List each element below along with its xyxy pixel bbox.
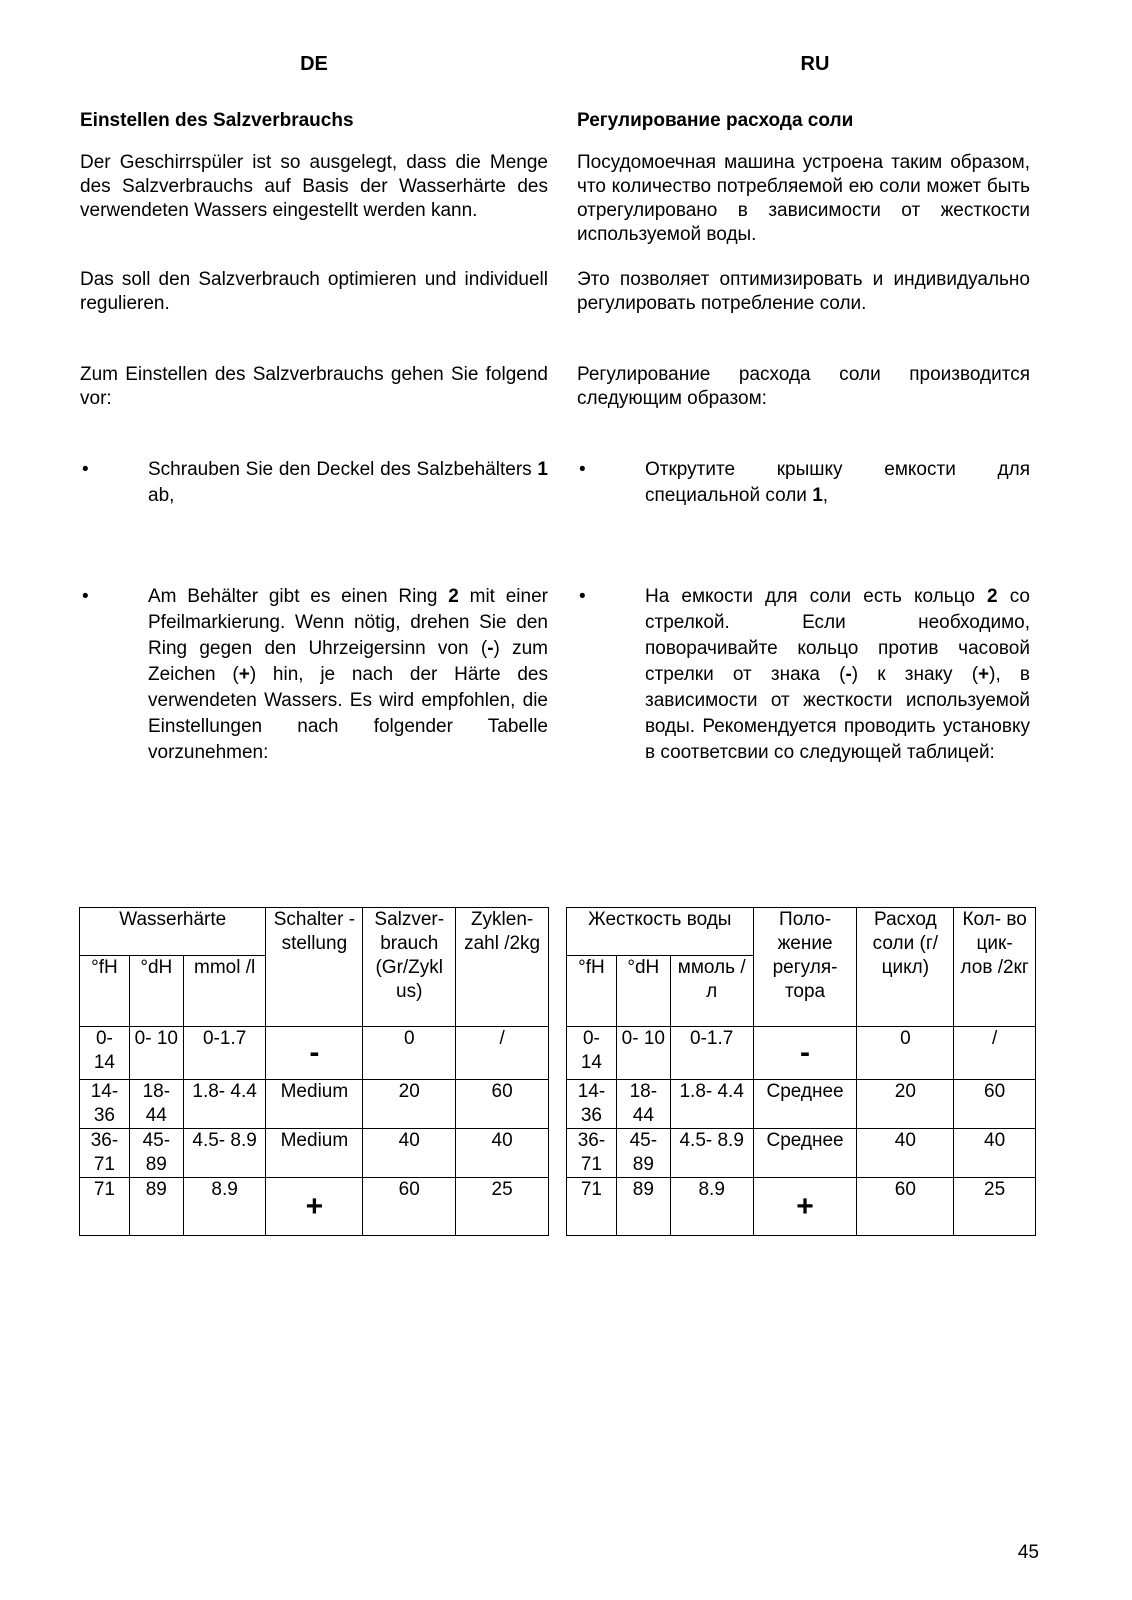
table-cell: 18- 44 [616, 1080, 670, 1129]
bullet-icon: • [82, 586, 89, 607]
header-salt-consumption: Расход соли (г/цикл) [857, 908, 954, 1027]
salt-settings-table-de [79, 907, 549, 1236]
table-cell: 45- 89 [616, 1129, 670, 1178]
paragraph-intro-ru: Посудомоечная машина устроена таким образом, что количество потребляемой ею соли может быть отрегулировано в зависимости от жесткости используемой воды. [577, 152, 1030, 245]
table-cell: 89 [129, 1178, 183, 1236]
table-cell: 0- 14 [80, 1027, 130, 1080]
header-salt-consumption: Salzver- brauch (Gr/Zykl us) [363, 908, 456, 1027]
plus-sign: + [266, 1178, 363, 1236]
table-cell: 18- 44 [129, 1080, 183, 1129]
table-row [80, 1080, 549, 1129]
section-heading-ru: Регулирование расхода соли [577, 110, 854, 131]
table-cell: 8.9 [670, 1178, 753, 1236]
header-cycles: Кол- во цик- лов /2кг [954, 908, 1036, 1027]
list-item-unscrew-ru: • Открутите крышку емкости для специальной соли 1, [579, 459, 1030, 506]
table-cell: Medium [266, 1129, 363, 1178]
minus-sign: - [266, 1027, 363, 1080]
table-cell: 0 [363, 1027, 456, 1080]
table-cell: 14- 36 [80, 1080, 130, 1129]
table-cell: Среднее [753, 1080, 857, 1129]
header-dh: °dH [129, 956, 183, 1027]
paragraph-optimize-ru: Это позволяет оптимизировать и индивидуально регулировать потребление соли. [577, 269, 1030, 314]
language-label-ru: RU [800, 53, 830, 75]
bullet-icon: • [579, 459, 586, 480]
table-cell: 71 [80, 1178, 130, 1236]
paragraph-intro-de: Der Geschirrspüler ist so ausgelegt, dass die Menge des Salzverbrauchs auf Basis der Wasserhärte des verwendeten Wassers eingestellt werden kann. [80, 152, 548, 221]
section-heading-de: Einstellen des Salzverbrauchs [80, 110, 354, 131]
table-cell: 0-1.7 [183, 1027, 266, 1080]
minus-sign: - [753, 1027, 857, 1080]
table-cell: 14- 36 [567, 1080, 617, 1129]
table-cell: 20 [857, 1080, 954, 1129]
header-mmol: mmol /l [183, 956, 266, 1027]
header-switch-position: Поло- жение регуля- тора [753, 908, 857, 1027]
table-cell: 36- 71 [80, 1129, 130, 1178]
table-cell: 40 [456, 1129, 549, 1178]
header-fh: °fH [80, 956, 130, 1027]
header-mmol: ммоль /л [670, 956, 753, 1027]
header-water-hardness: Жесткость воды [567, 908, 754, 956]
table-row [567, 1027, 1036, 1080]
header-dh: °dH [616, 956, 670, 1027]
header-water-hardness: Wasserhärte [80, 908, 266, 956]
column-de [80, 52, 549, 763]
table-cell: 60 [857, 1178, 954, 1236]
table-row [80, 1178, 549, 1236]
plus-sign: + [753, 1178, 857, 1236]
table-cell: / [954, 1027, 1036, 1080]
table-cell: 0- 14 [567, 1027, 617, 1080]
page-number: 45 [1017, 1542, 1039, 1563]
table-cell: 89 [616, 1178, 670, 1236]
list-item-ring-ru: • На емкости для соли есть кольцо 2 со стрелкой. Если необходимо, поворачивайте кольцо против часовой стрелки от знака (-) к знаку (+), в зависимости от жесткости используемой воды. Рекомендуется проводить установку в соответсвии со следующей таблицей: [579, 586, 1030, 763]
language-label-de: DE [300, 53, 328, 75]
column-ru [577, 52, 1053, 763]
table-cell: Medium [266, 1080, 363, 1129]
header-fh: °fH [567, 956, 617, 1027]
bullet-icon: • [579, 586, 586, 607]
table-cell: 0- 10 [129, 1027, 183, 1080]
bullet-icon: • [82, 459, 89, 480]
paragraph-optimize-de: Das soll den Salzverbrauch optimieren und individuell regulieren. [80, 269, 548, 314]
table-cell: 45- 89 [129, 1129, 183, 1178]
table-cell: 60 [954, 1080, 1036, 1129]
table-cell: / [456, 1027, 549, 1080]
table-cell: 40 [363, 1129, 456, 1178]
table-cell: 71 [567, 1178, 617, 1236]
table-row [567, 1080, 1036, 1129]
list-item-ring-de: • Am Behälter gibt es einen Ring 2 mit einer Pfeilmarkierung. Wenn nötig, drehen Sie den Ring gegen den Uhrzeigersinn von (-) zum Zeichen (+) hin, je nach der Härte des verwendeten Wassers. Es wird empfohlen, die Einstellungen nach folgender Tabelle vorzunehmen: [82, 586, 549, 763]
table-cell: 4.5- 8.9 [183, 1129, 266, 1178]
table-cell: 1.8- 4.4 [670, 1080, 753, 1129]
table-cell: 60 [456, 1080, 549, 1129]
table-row [567, 1129, 1036, 1178]
table-cell: 40 [954, 1129, 1036, 1178]
table-cell: 25 [456, 1178, 549, 1236]
table-cell: 20 [363, 1080, 456, 1129]
table-row [80, 1129, 549, 1178]
table-cell: 8.9 [183, 1178, 266, 1236]
table-cell: 0- 10 [616, 1027, 670, 1080]
table-cell: Среднее [753, 1129, 857, 1178]
table-cell: 4.5- 8.9 [670, 1129, 753, 1178]
paragraph-procedure-ru: Регулирование расхода соли производится следующим образом: [577, 364, 1030, 409]
table-cell: 1.8- 4.4 [183, 1080, 266, 1129]
paragraph-procedure-de: Zum Einstellen des Salzverbrauchs gehen Sie folgend vor: [80, 364, 548, 409]
header-switch-position: Schalter -stellung [266, 908, 363, 1027]
header-cycles: Zyklen- zahl /2kg [456, 908, 549, 1027]
table-cell: 0-1.7 [670, 1027, 753, 1080]
table-cell: 60 [363, 1178, 456, 1236]
table-row [80, 1027, 549, 1080]
table-cell: 0 [857, 1027, 954, 1080]
salt-settings-table-ru [566, 907, 1036, 1236]
table-row [567, 1178, 1036, 1236]
list-item-unscrew-de: • Schrauben Sie den Deckel des Salzbehälters 1 ab, [82, 459, 548, 506]
table-cell: 36- 71 [567, 1129, 617, 1178]
table-cell: 25 [954, 1178, 1036, 1236]
table-cell: 40 [857, 1129, 954, 1178]
